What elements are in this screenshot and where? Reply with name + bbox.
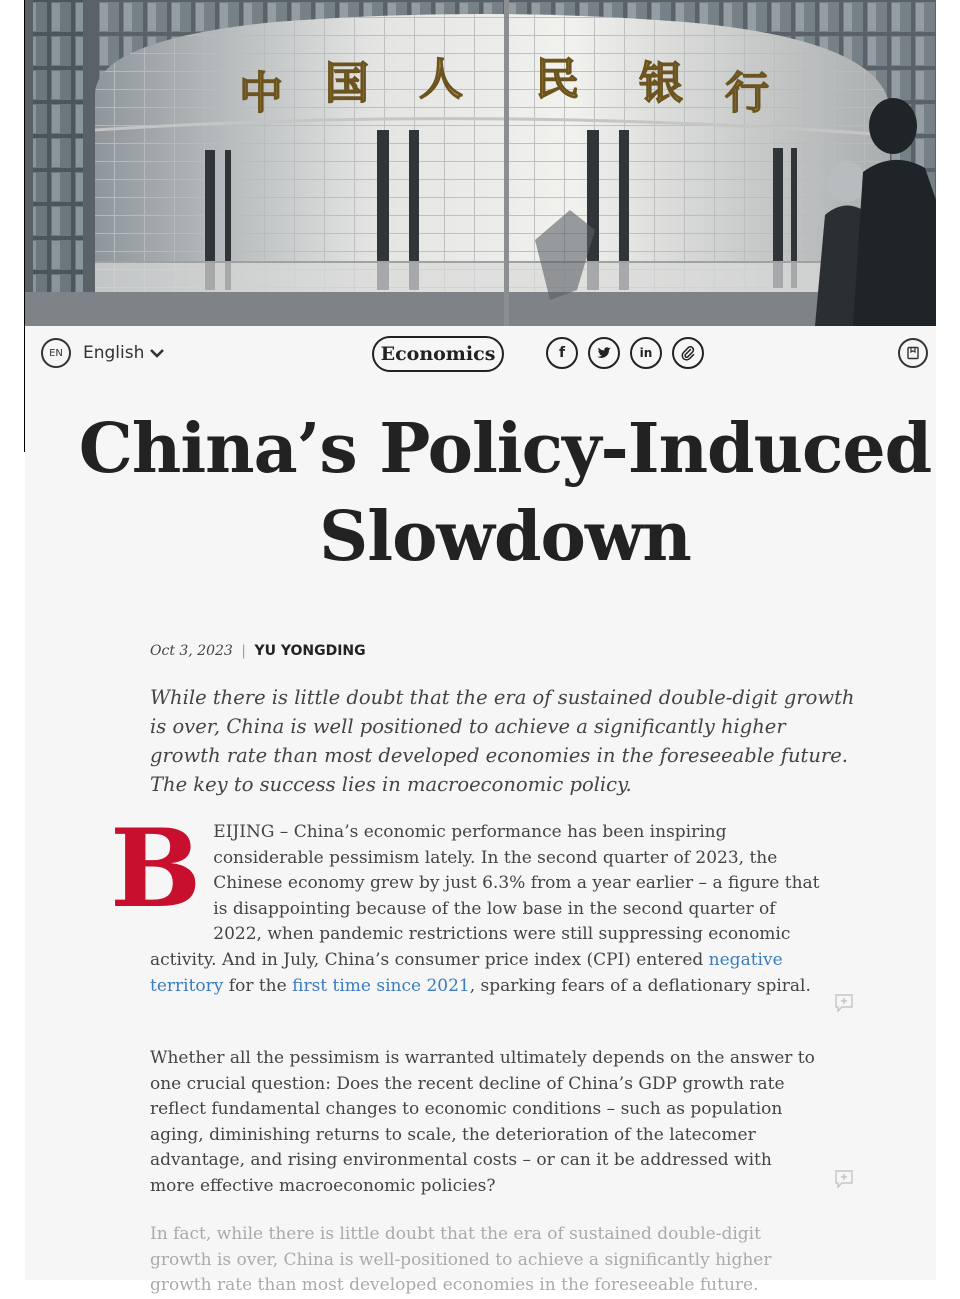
bank-building-photo [25, 0, 936, 326]
sign-char-5: 银 [639, 58, 683, 109]
facebook-icon: f [558, 345, 566, 361]
publish-date: Oct 3, 2023 [150, 643, 233, 659]
byline-separator: | [241, 643, 247, 659]
sign-char-3: 人 [419, 54, 463, 105]
article-title: China’s Policy-Induced Slowdown [78, 409, 932, 577]
drop-cap: B [110, 806, 202, 932]
language-label: English [83, 343, 145, 363]
facebook-share-button[interactable] [546, 337, 578, 369]
category-tag[interactable]: Economics [372, 336, 504, 372]
annotate-paragraph-button[interactable] [833, 992, 855, 1014]
chevron-down-icon [149, 347, 165, 359]
paragraph-text: , sparking fears of a deflationary spiral. [469, 975, 811, 996]
body-paragraph-1 [110, 806, 820, 999]
author-link[interactable]: YU YONGDING [254, 643, 366, 659]
bookmark-icon [906, 346, 920, 360]
linkedin-icon: in [639, 346, 653, 360]
sign-char-4: 民 [535, 54, 579, 105]
paperclip-icon [680, 345, 696, 361]
twitter-share-button[interactable] [588, 337, 620, 369]
negative-territory-link[interactable]: negative territory [150, 949, 783, 996]
language-dropdown[interactable] [83, 341, 165, 365]
twitter-icon [596, 345, 612, 361]
body-paragraph-2: Whether all the pessimism is warranted ultimately depends on the answer to one crucial question: Does the recent decline of China’s GDP growth rate reflect fundamental changes to economic conditions – such as population aging, diminishing returns to scale, the deterioration of the latecomer advantage, and rising environmental costs – or can it be addressed with more effective macroeconomic policies? [150, 1048, 815, 1196]
language-badge[interactable]: EN [41, 338, 71, 368]
paragraph-text: EIJING – China’s economic performance has been inspiring considerable pessimism lately. In the second quarter of 2023, the Chinese economy grew by just 6.3% from a year earlier – a figure that is disappointing because of the low base in the second quarter of 2022, when pandemic restrictions were still suppressing economic activity. And in July, China’s consumer price index (CPI) entered [150, 822, 820, 970]
paragraph-text: for the [223, 975, 293, 996]
body-paragraph-3: In fact, while there is little doubt that the era of sustained double-digit growth is over, China is well-positioned to achieve a significantly higher growth rate than most developed economies in the foreseeable future. [150, 1224, 772, 1296]
article-page [25, 0, 936, 1296]
comment-plus-icon [833, 1168, 855, 1190]
sign-char-6: 行 [725, 68, 769, 119]
linkedin-share-button[interactable] [630, 337, 662, 369]
first-time-since-2021-link[interactable]: first time since 2021 [292, 975, 470, 996]
save-article-button[interactable] [898, 338, 928, 368]
comment-plus-icon [833, 992, 855, 1014]
copy-link-button[interactable] [672, 337, 704, 369]
article-dek: While there is little doubt that the era of sustained double-digit growth is over, China is well positioned to achieve a significantly higher growth rate than most developed economies in the foreseeable future. The key to success lies in macroeconomic policy. [150, 686, 855, 796]
annotate-paragraph-button[interactable] [833, 1168, 855, 1190]
article-toolbar [25, 326, 936, 382]
sign-char-1: 中 [239, 68, 283, 119]
hero-image [25, 0, 936, 326]
byline [150, 643, 366, 659]
sign-char-2: 国 [325, 58, 369, 109]
